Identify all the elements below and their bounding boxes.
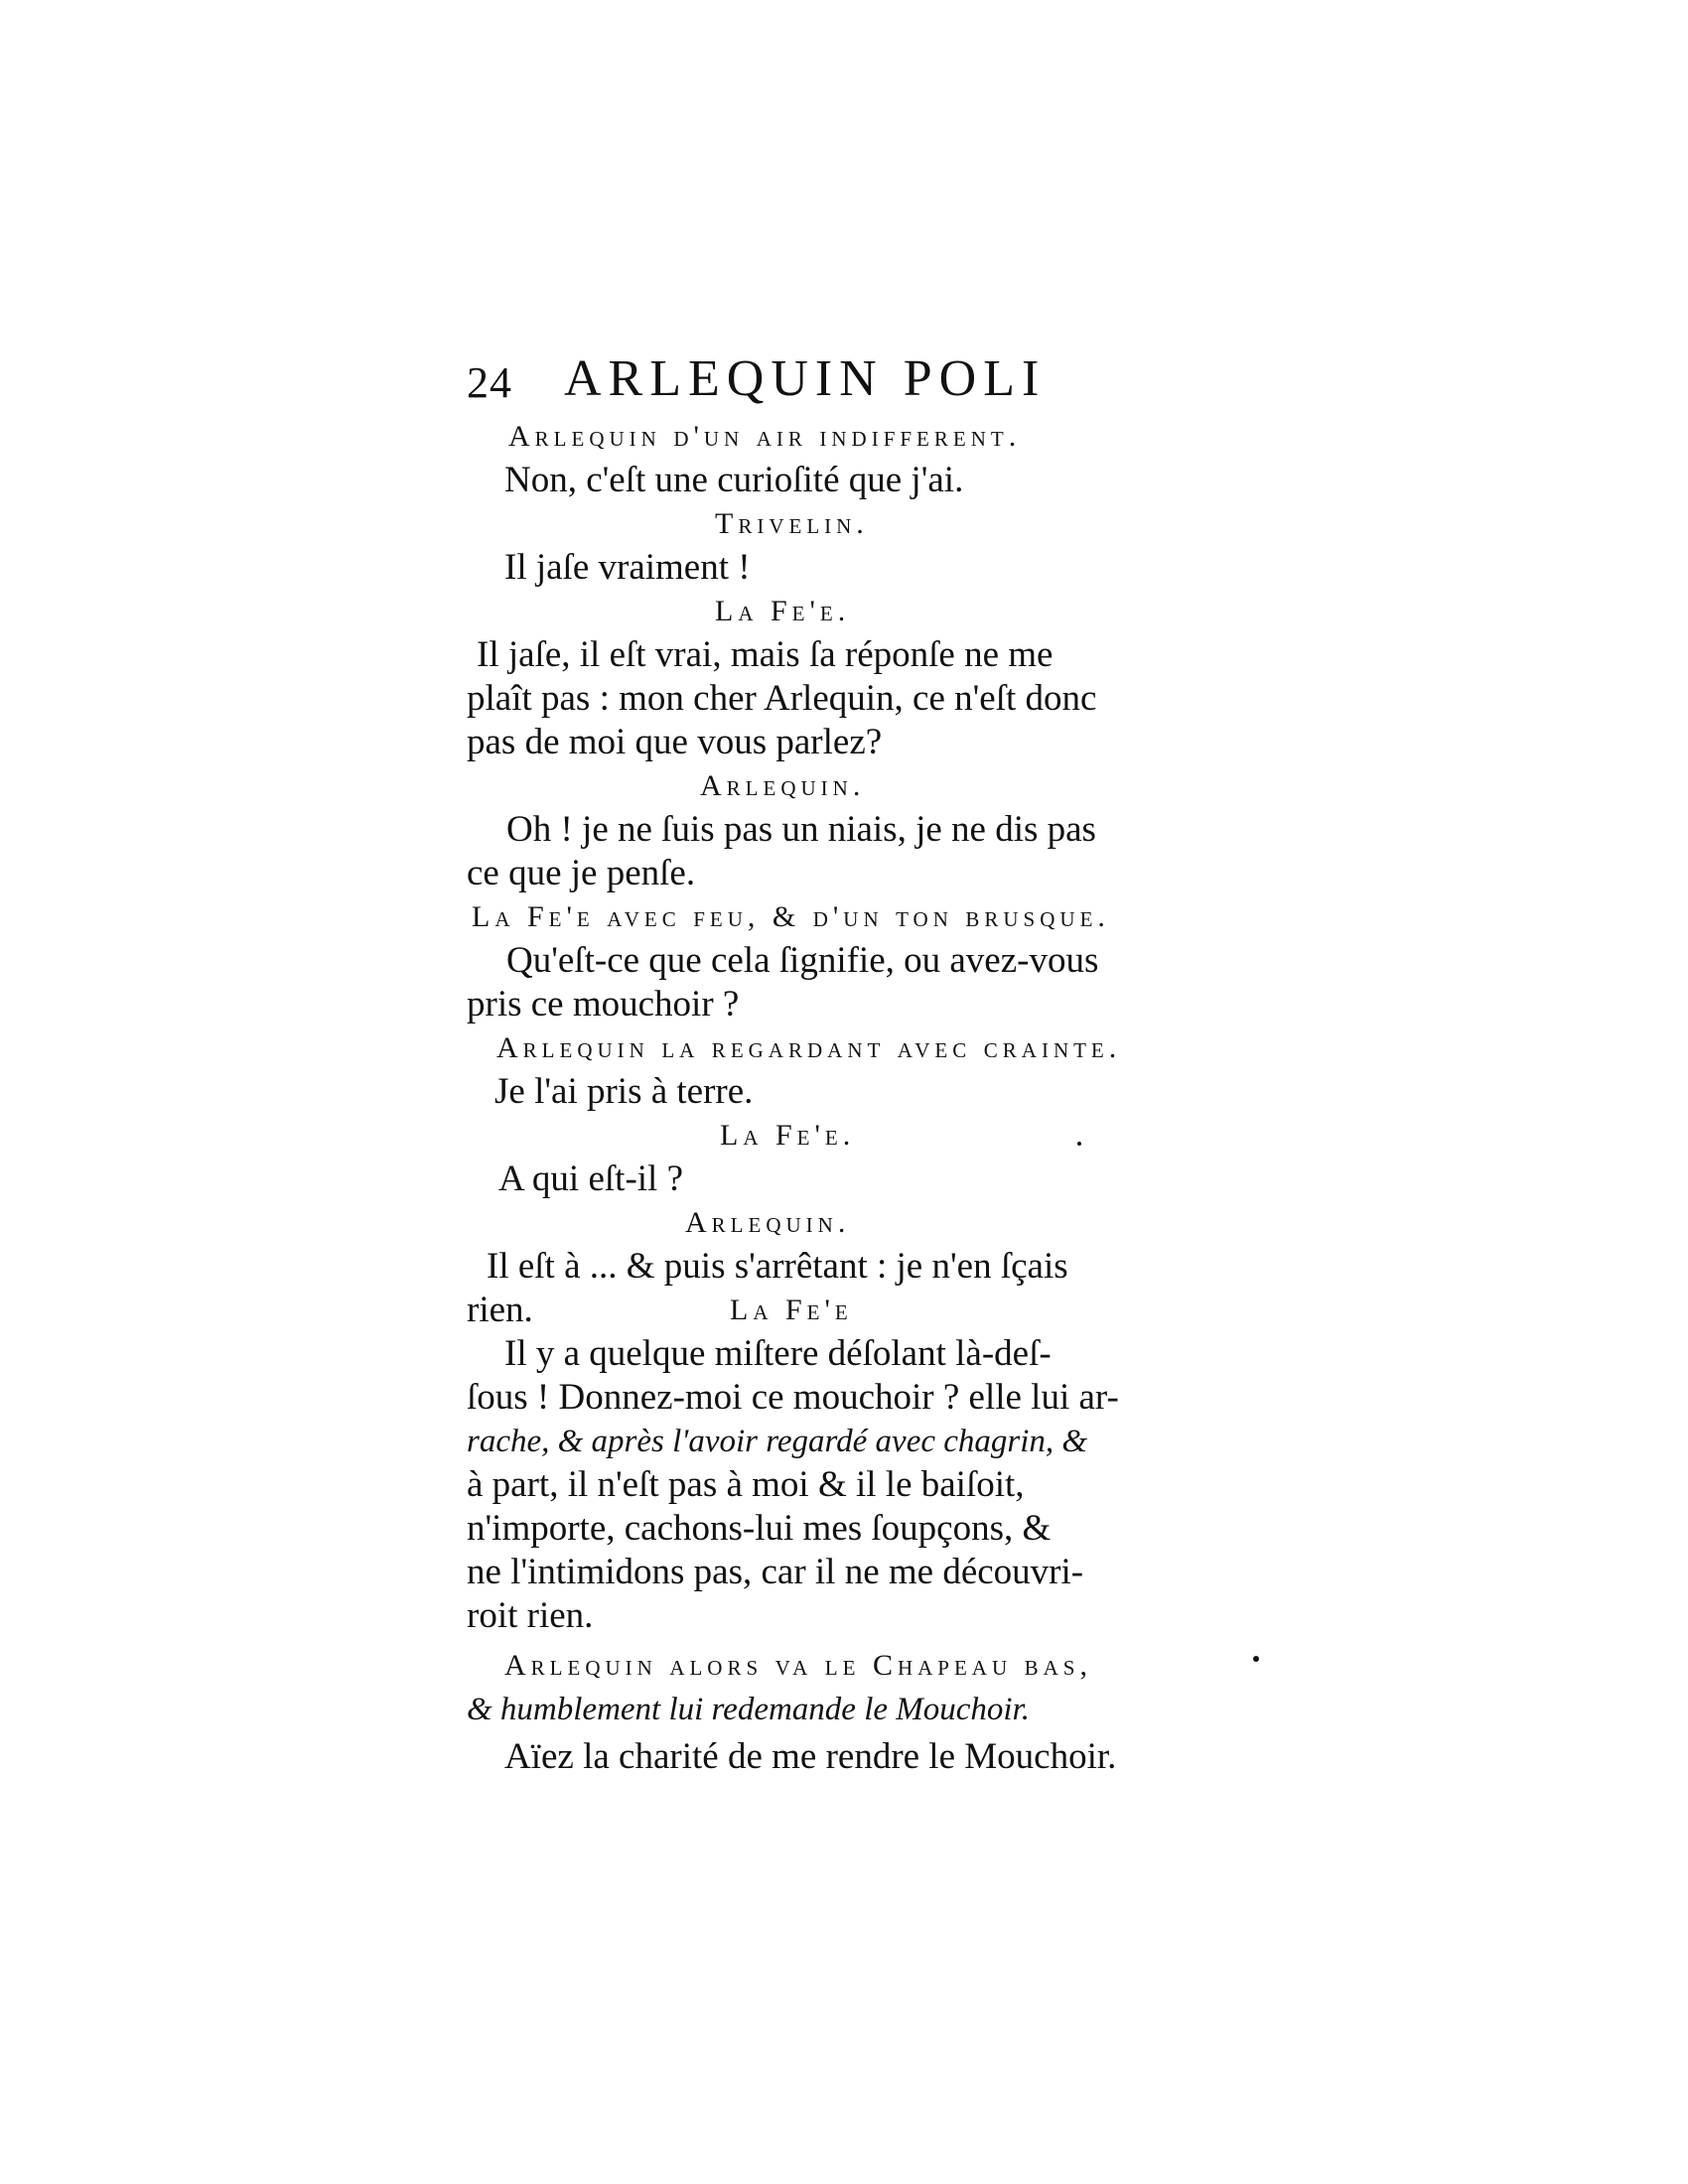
dialogue-line: Je l'ai pris à terre. — [494, 1071, 754, 1112]
speaker-line: Arlequin. — [700, 769, 866, 802]
speaker-line: Arlequin. — [685, 1206, 851, 1239]
stage-direction-line: & humblement lui redemande le Mouchoir. — [467, 1692, 1030, 1727]
ink-speck — [1253, 1656, 1259, 1662]
dialogue-line: à part, il n'eſt pas à moi & il le baiſoit, — [467, 1464, 1025, 1505]
dialogue-line: Qu'eſt-ce que cela ſignifie, ou avez-vous — [506, 940, 1099, 981]
speaker-line: Trivelin. — [715, 507, 869, 540]
dialogue-line: A qui eſt-il ? — [498, 1159, 683, 1199]
dialogue-line: ne l'intimidons pas, car il ne me découvri- — [467, 1552, 1084, 1592]
dialogue-line: ſous ! Donnez-moi ce mouchoir ? elle lui ar- — [467, 1377, 1119, 1418]
speaker-line: Arlequin alors va le Chapeau bas, — [504, 1649, 1092, 1682]
dialogue-line: plaît pas : mon cher Arlequin, ce n'eſt donc — [467, 678, 1097, 719]
dialogue-line: pas de moi que vous parlez? — [467, 722, 883, 762]
page-number: 24 — [467, 358, 512, 407]
dialogue-line: Il jaſe vraiment ! — [504, 547, 751, 588]
speaker-line: Arlequin la regardant avec crainte. — [496, 1031, 1122, 1064]
speaker-line: La Fe'e. — [720, 1119, 856, 1152]
dialogue-line: Il y a quelque miſtere déſolant là-deſ- — [504, 1333, 1052, 1374]
dialogue-line: ce que je penſe. — [467, 853, 696, 893]
dialogue-line: pris ce mouchoir ? — [467, 984, 740, 1024]
dialogue-line: Oh ! je ne ſuis pas un niais, je ne dis pas — [506, 809, 1096, 850]
ink-speck — [1077, 1142, 1081, 1146]
dialogue-line: Aïez la charité de me rendre le Mouchoir. — [504, 1736, 1117, 1777]
dialogue-line: Non, c'eſt une curioſité que j'ai. — [504, 460, 964, 500]
running-title: ARLEQUIN POLI — [564, 350, 1047, 407]
speaker-line: Arlequin d'un air indifferent. — [508, 420, 1022, 453]
dialogue-line: n'importe, cachons-lui mes ſoupçons, & — [467, 1508, 1052, 1549]
dialogue-line: roit rien. — [467, 1595, 594, 1636]
speaker-line: La Fe'e. — [715, 595, 851, 627]
page-header — [467, 349, 1221, 409]
speaker-line: La Fe'e — [730, 1294, 853, 1326]
dialogue-line: Il jaſe, il eſt vrai, mais ſa réponſe ne me — [477, 634, 1054, 675]
speaker-line: La Fe'e avec feu, & d'un ton bruſque. — [472, 900, 1110, 933]
stage-direction-line: rache, & après l'avoir regardé avec chagrin, & — [467, 1424, 1088, 1459]
dialogue-line: Il eſt à ... & puis s'arrêtant : je n'en ſçais — [487, 1246, 1068, 1287]
dialogue-line: rien. — [467, 1290, 533, 1330]
